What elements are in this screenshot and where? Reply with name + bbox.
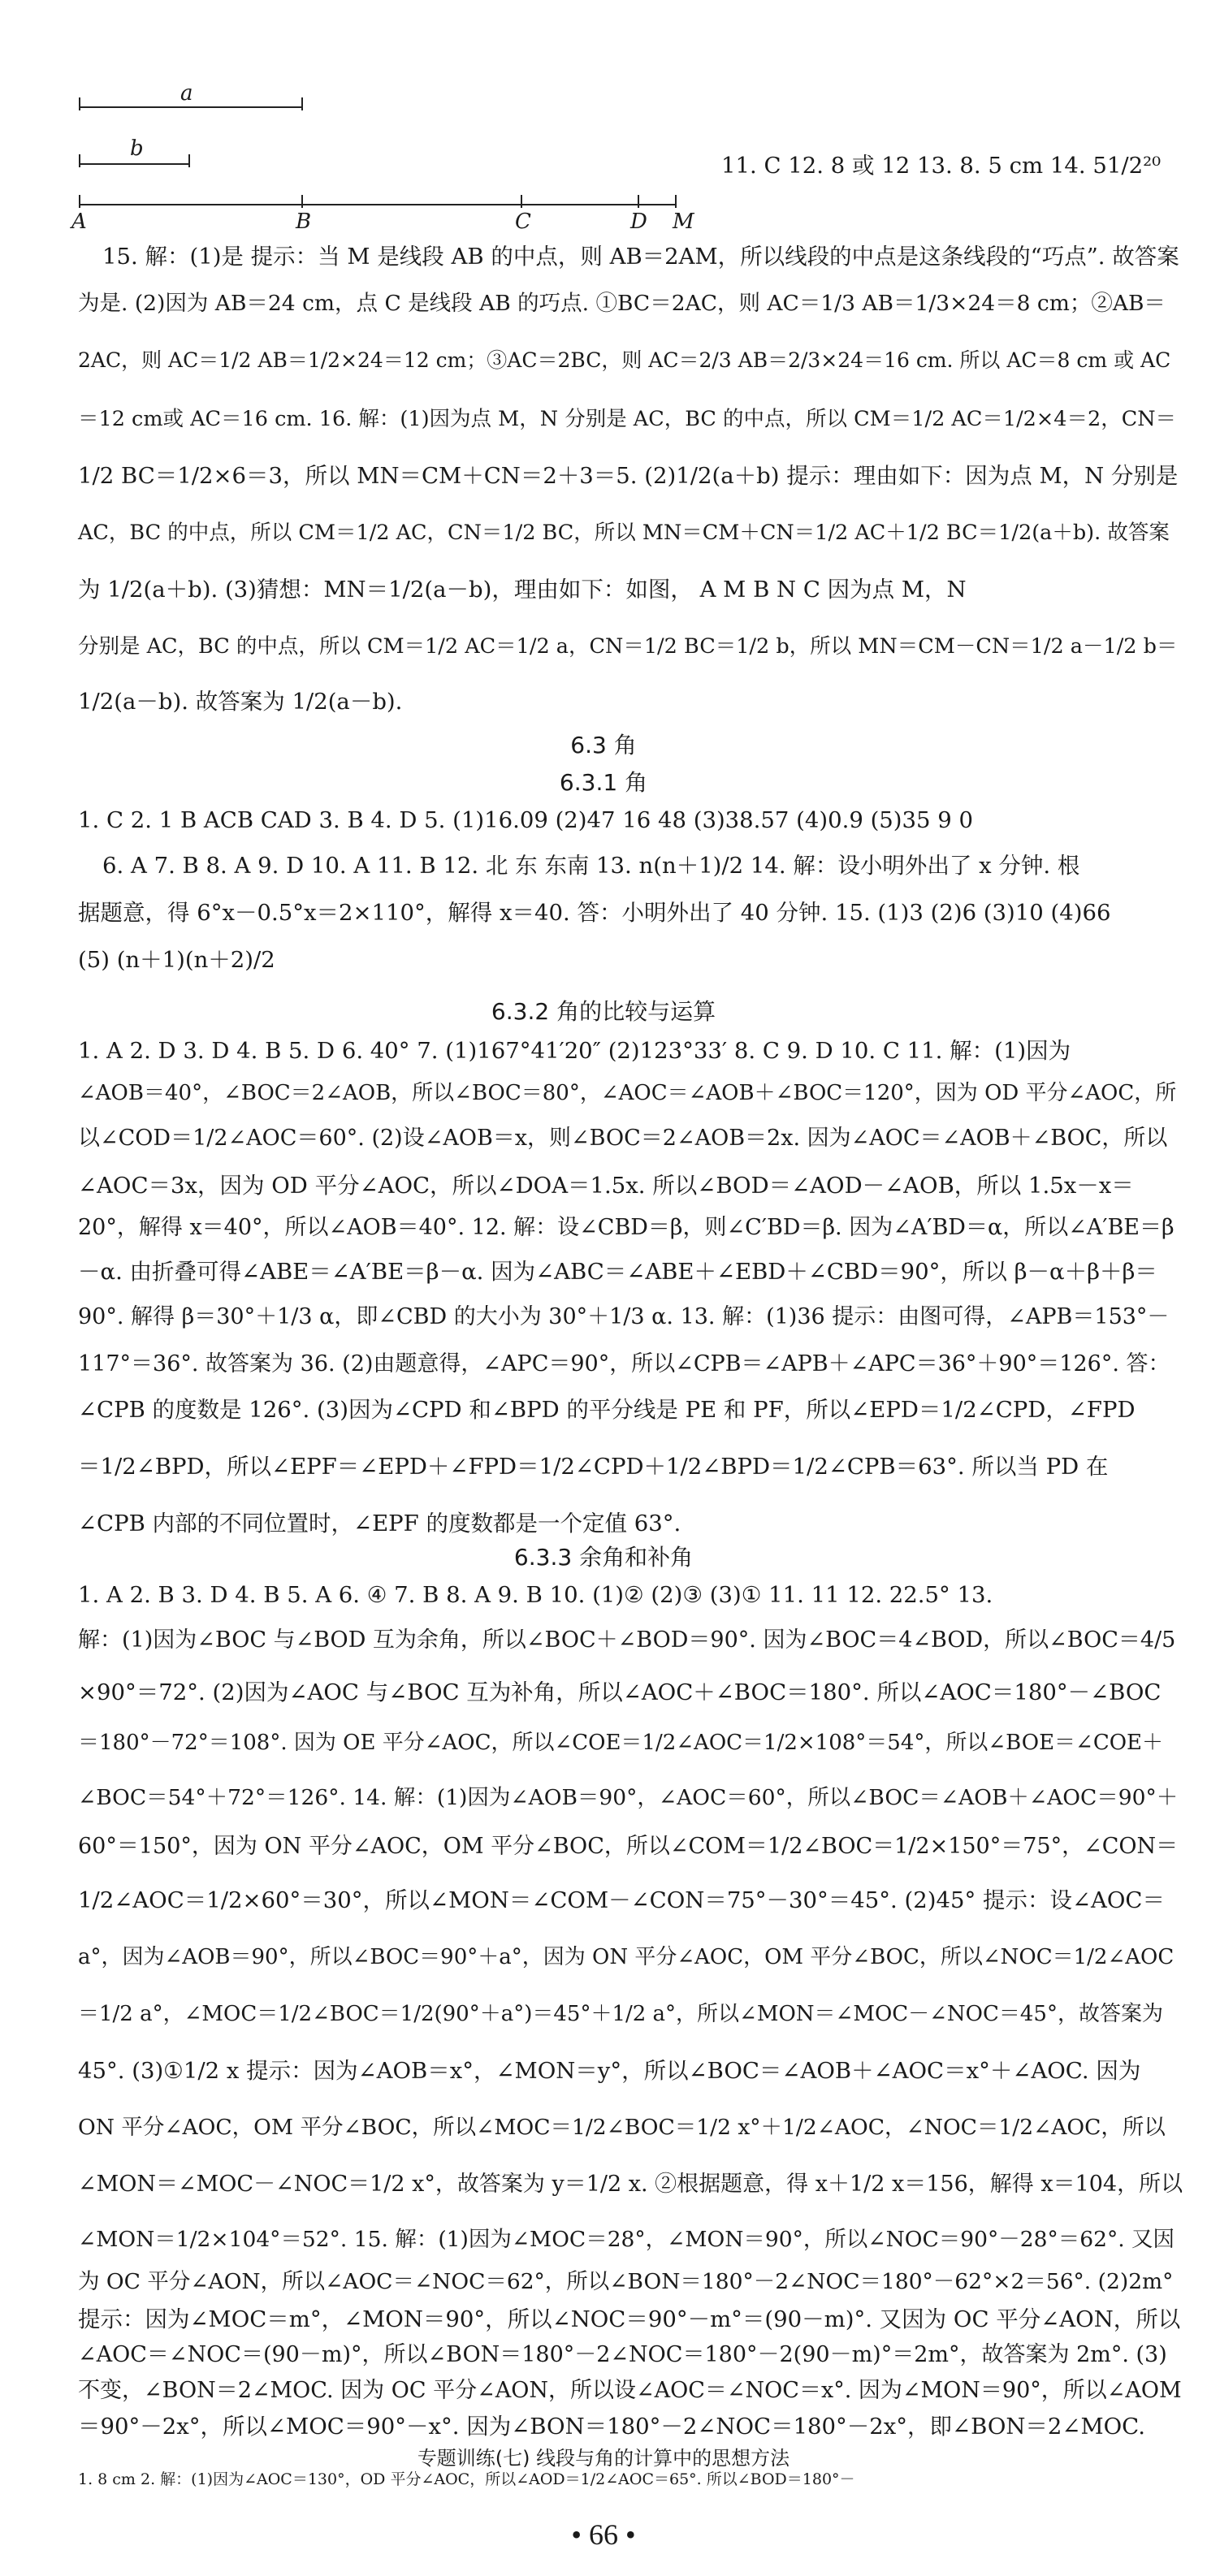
text-line: 以∠COD＝1/2∠AOC＝60°. (2)设∠AOB＝x，则∠BOC＝2∠AOB＝2x. 因为∠AOC＝∠AOB＋∠BOC，所以 [78, 1126, 1168, 1151]
text-line: 90°. 解得 β＝30°＋1/3 α，即∠CBD 的大小为 30°＋1/3 α. 13. 解：(1)36 提示：由图可得，∠APB＝153°－ [78, 1304, 1170, 1329]
text-line: 20°，解得 x＝40°，所以∠AOB＝40°. 12. 解：设∠CBD＝β，则∠C′BD＝β. 因为∠A′BD＝α，所以∠A′BE＝β [78, 1215, 1175, 1240]
text-line: 解：(1)因为∠BOC 与∠BOD 互为余角，所以∠BOC＋∠BOD＝90°. 因为∠BOC＝4∠BOD，所以∠BOC＝4/5 [78, 1627, 1176, 1653]
text-line: ＝1/2 a°，∠MOC＝1/2∠BOC＝1/2(90°＋a°)＝45°＋1/2 a°，所以∠MON＝∠MOC－∠NOC＝45°，故答案为 [78, 2002, 1163, 2026]
page-number: • 66 • [571, 2518, 636, 2551]
section-heading: 6.3.3 余角和补角 [513, 1544, 694, 1571]
point-d: D [630, 210, 647, 234]
text-line: 为 OC 平分∠AON，所以∠AOC＝∠NOC＝62°，所以∠BON＝180°－2∠NOC＝180°－62°×2＝56°. (2)2m° [78, 2269, 1174, 2294]
top-answers: 11. C 12. 8 或 12 13. 8. 5 cm 14. 51/2²⁰ [721, 153, 1162, 179]
text-line: ＝12 cm或 AC＝16 cm. 16. 解：(1)因为点 M，N 分别是 AC，BC 的中点，所以 CM＝1/2 AC＝1/2×4＝2，CN＝ [78, 407, 1177, 431]
text-line: ON 平分∠AOC，OM 平分∠BOC，所以∠MOC＝1/2∠BOC＝1/2 x°＋1/2∠AOC，∠NOC＝1/2∠AOC，所以 [78, 2115, 1166, 2140]
text-line: 1/2(a－b). 故答案为 1/2(a－b). [78, 689, 403, 715]
text-line: 1. A 2. B 3. D 4. B 5. A 6. ④ 7. B 8. A 9. B 10. (1)② (2)③ (3)① 11. 11 12. 22.5° 13. [78, 1582, 993, 1608]
text-line: 2AC，则 AC＝1/2 AB＝1/2×24＝12 cm；③AC＝2BC，则 AC＝2/3 AB＝2/3×24＝16 cm. 所以 AC＝8 cm 或 AC [78, 348, 1171, 372]
text-line: ＝180°－72°＝108°. 因为 OE 平分∠AOC，所以∠COE＝1/2∠AOC＝1/2×108°＝54°，所以∠BOE＝∠COE＋ [78, 1731, 1164, 1755]
text-line: －α. 由折叠可得∠ABE＝∠A′BE＝β－α. 因为∠ABC＝∠ABE＋∠EBD＋∠CBD＝90°，所以 β－α＋β＋β＝ [78, 1259, 1157, 1285]
text-line: ＝1/2∠BPD，所以∠EPF＝∠EPD＋∠FPD＝1/2∠CPD＋1/2∠BPD＝1/2∠CPB＝63°. 所以当 PD 在 [78, 1454, 1109, 1480]
text-line: 提示：因为∠MOC＝m°，∠MON＝90°，所以∠NOC＝90°－m°＝(90－m)°. 又因为 OC 平分∠AON，所以 [78, 2306, 1181, 2332]
point-b: B [296, 210, 312, 234]
text-line: ∠AOC＝∠NOC＝(90－m)°，所以∠BON＝180°－2∠NOC＝180°－2(90－m)°＝2m°，故答案为 2m°. (3) [78, 2342, 1167, 2367]
label-a: a [180, 81, 193, 106]
text-line: ∠MON＝∠MOC－∠NOC＝1/2 x°，故答案为 y＝1/2 x. ②根据题意，得 x＋1/2 x＝156，解得 x＝104，所以 [78, 2172, 1183, 2197]
section-heading: 6.3 角 [570, 732, 637, 759]
text-line: 为 1/2(a＋b). (3)猜想：MN＝1/2(a－b)，理由如下：如图， A M B N C 因为点 M，N [78, 577, 967, 603]
text-line: 不变，∠BON＝2∠MOC. 因为 OC 平分∠AON，所以设∠AOC＝∠NOC＝x°. 因为∠MON＝90°，所以∠AOM [78, 2378, 1182, 2403]
text-line: ∠AOB＝40°，∠BOC＝2∠AOB，所以∠BOC＝80°，∠AOC＝∠AOB＋∠BOC＝120°，因为 OD 平分∠AOC，所 [78, 1081, 1177, 1105]
text-line: a°，因为∠AOB＝90°，所以∠BOC＝90°＋a°，因为 ON 平分∠AOC，OM 平分∠BOC，所以∠NOC＝1/2∠AOC [78, 1945, 1175, 1969]
text-line: ∠MON＝1/2×104°＝52°. 15. 解：(1)因为∠MOC＝28°，∠MON＝90°，所以∠NOC＝90°－28°＝62°. 又因 [78, 2227, 1175, 2252]
text-line: ∠CPB 内部的不同位置时，∠EPF 的度数都是一个定值 63°. [78, 1511, 681, 1537]
section-heading: 6.3.2 角的比较与运算 [491, 998, 716, 1025]
text-line: ∠CPB 的度数是 126°. (3)因为∠CPD 和∠BPD 的平分线是 PE 和 PF，所以∠EPD＝1/2∠CPD，∠FPD [78, 1397, 1136, 1423]
text-line: 1/2 BC＝1/2×6＝3，所以 MN＝CM＋CN＝2＋3＝5. (2)1/2(a＋b) 提示：理由如下：因为点 M，N 分别是 [78, 463, 1179, 489]
text-line: 1. C 2. 1 B ACB CAD 3. B 4. D 5. (1)16.09 (2)47 16 48 (3)38.57 (4)0.9 (5)35 9 0 [78, 807, 974, 833]
text-line: 15. 解：(1)是 提示：当 M 是线段 AB 的中点，则 AB＝2AM，所以线段的中点是这条线段的“巧点”. 故答案 [102, 244, 1179, 270]
text-line: 117°＝36°. 故答案为 36. (2)由题意得，∠APC＝90°，所以∠CPB＝∠APB＋∠APC＝36°＋90°＝126°. 答： [78, 1351, 1170, 1377]
text-line: (5) (n＋1)(n＋2)/2 [78, 947, 275, 973]
point-m: M [673, 210, 694, 234]
text-line: 1. 8 cm 2. 解：(1)因为∠AOC＝130°，OD 平分∠AOC，所以∠AOD＝1/2∠AOC＝65°. 所以∠BOD＝180°－ [78, 2470, 855, 2488]
text-line: ∠AOC＝3x，因为 OD 平分∠AOC，所以∠DOA＝1.5x. 所以∠BOD＝∠AOD－∠AOB，所以 1.5x－x＝ [78, 1173, 1134, 1199]
section-heading: 6.3.1 角 [559, 769, 648, 796]
text-line: 45°. (3)①1/2 x 提示：因为∠AOB＝x°，∠MON＝y°，所以∠BOC＝∠AOB＋∠AOC＝x°＋∠AOC. 因为 [78, 2058, 1141, 2084]
text-line: 为是. (2)因为 AB＝24 cm，点 C 是线段 AB 的巧点. ①BC＝2AC，则 AC＝1/3 AB＝1/3×24＝8 cm；②AB＝ [78, 291, 1166, 316]
label-b: b [130, 136, 144, 161]
text-line: 1/2∠AOC＝1/2×60°＝30°，所以∠MON＝∠COM－∠CON＝75°－30°＝45°. (2)45° 提示：设∠AOC＝ [78, 1887, 1165, 1913]
text-line: ＝90°－2x°，所以∠MOC＝90°－x°. 因为∠BON＝180°－2∠NOC＝180°－2x°，即∠BON＝2∠MOC. [78, 2414, 1145, 2440]
text-line: 据题意，得 6°x－0.5°x＝2×110°，解得 x＝40. 答：小明外出了 40 分钟. 15. (1)3 (2)6 (3)10 (4)66 [78, 900, 1111, 926]
text-line: 分别是 AC，BC 的中点，所以 CM＝1/2 AC＝1/2 a，CN＝1/2 BC＝1/2 b，所以 MN＝CM－CN＝1/2 a－1/2 b＝ [78, 634, 1178, 659]
text-line: ∠BOC＝54°＋72°＝126°. 14. 解：(1)因为∠AOB＝90°，∠AOC＝60°，所以∠BOC＝∠AOB＋∠AOC＝90°＋ [78, 1785, 1179, 1810]
text-line: 1. A 2. D 3. D 4. B 5. D 6. 40° 7. (1)167°41′20″ (2)123°33′ 8. C 9. D 10. C 11. 解：(1)因为 [78, 1038, 1071, 1064]
text-line: AC，BC 的中点，所以 CM＝1/2 AC，CN＝1/2 BC，所以 MN＝CM＋CN＝1/2 AC＋1/2 BC＝1/2(a＋b). 故答案 [78, 521, 1170, 545]
point-c: C [515, 210, 531, 234]
section-heading: 专题训练(七) 线段与角的计算中的思想方法 [417, 2447, 790, 2470]
segment-diagram [73, 73, 707, 236]
text-line: 6. A 7. B 8. A 9. D 10. A 11. B 12. 北 东 东南 13. n(n＋1)/2 14. 解：设小明外出了 x 分钟. 根 [102, 853, 1080, 879]
text-line: 60°＝150°，因为 ON 平分∠AOC，OM 平分∠BOC，所以∠COM＝1/2∠BOC＝1/2×150°＝75°，∠CON＝ [78, 1834, 1179, 1859]
point-a: A [71, 210, 87, 234]
text-line: ×90°＝72°. (2)因为∠AOC 与∠BOC 互为补角，所以∠AOC＋∠BOC＝180°. 所以∠AOC＝180°－∠BOC [78, 1679, 1162, 1705]
